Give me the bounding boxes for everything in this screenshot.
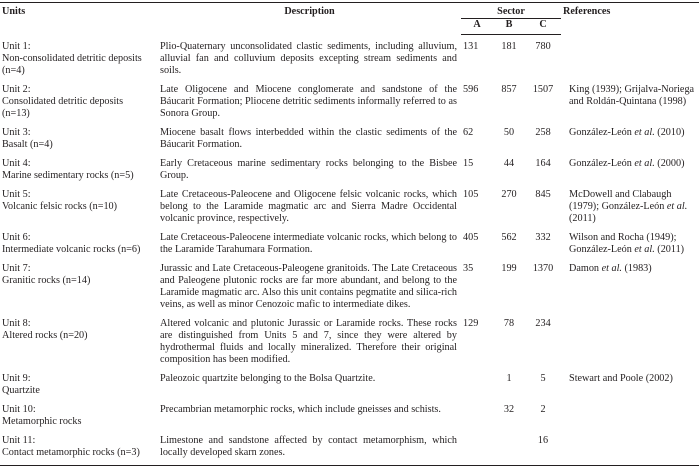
description-cell: Limestone and sandstone affected by contact metamorphism, which locally developed skarn zones. <box>158 434 461 466</box>
sector-b-value: 44 <box>503 157 515 169</box>
unit-count: (n=4) <box>2 64 25 76</box>
sector-c-value: 332 <box>535 231 551 243</box>
references-cell <box>561 317 699 372</box>
sector-c-value: 2 <box>540 403 546 415</box>
unit-title: Unit 1: <box>2 40 31 52</box>
description-cell: Miocene basalt flows interbedded within the clastic sediments of the Báucarit Formation. <box>160 126 457 150</box>
references-cell: King (1939); Grijalva-Noriega and Roldán-Quintana (1998) <box>569 83 695 107</box>
unit-name: Contact metamorphic rocks (n=3) <box>2 446 140 458</box>
sector-a-value: 62 <box>463 126 474 138</box>
unit-cell <box>0 157 158 188</box>
references-cell <box>561 434 699 466</box>
references-cell: Stewart and Poole (2002) <box>569 372 673 384</box>
table-row <box>0 231 699 262</box>
header-description: Description <box>158 3 461 35</box>
sector-c-value: 1507 <box>532 83 554 95</box>
table-row <box>0 35 699 83</box>
header-sector-a: A <box>461 19 493 35</box>
unit-title: Unit 2: <box>2 83 31 95</box>
sector-b-value: 857 <box>501 83 517 95</box>
unit-name: Consolidated detritic deposits <box>2 95 124 107</box>
unit-name: Volcanic felsic rocks (n=10) <box>2 200 118 212</box>
header-sector-b: B <box>493 19 525 35</box>
sector-c-value: 1370 <box>532 262 554 274</box>
unit-cell <box>0 403 158 434</box>
sector-a-value: 15 <box>463 157 474 169</box>
sector-a-value <box>461 403 493 434</box>
unit-cell <box>0 372 158 403</box>
sector-b-value: 50 <box>503 126 515 138</box>
sector-b-value: 562 <box>501 231 517 243</box>
unit-title: Unit 4: <box>2 157 31 169</box>
unit-cell <box>0 126 158 157</box>
unit-name: Marine sedimentary rocks (n=5) <box>2 169 134 181</box>
sector-b-value: 32 <box>503 403 515 415</box>
unit-title: Unit 11: <box>2 434 36 446</box>
description-cell: Plio-Quaternary unconsolidated clastic sediments, including alluvium, alluvial fan and colluvium deposits excepting stream sediments and soils. <box>160 40 457 76</box>
et-al-italic: et al. <box>634 126 655 138</box>
unit-count: (n=13) <box>2 107 30 119</box>
unit-name: Granitic rocks (n=14) <box>2 274 91 286</box>
header-units: Units <box>0 3 158 35</box>
description-cell: Precambrian metamorphic rocks, which include gneisses and schists. <box>160 403 441 415</box>
sector-b-value <box>493 434 525 466</box>
sector-c-value: 164 <box>535 157 551 169</box>
unit-cell <box>0 262 158 317</box>
sector-a-value: 131 <box>463 41 479 52</box>
sector-c-value: 16 <box>525 434 561 466</box>
sector-c-value: 258 <box>535 126 551 138</box>
references-cell <box>561 403 699 434</box>
references-cell: González-León et al. (2010) <box>569 126 685 138</box>
table-row <box>0 434 699 466</box>
unit-title: Unit 10: <box>2 403 36 415</box>
unit-title: Unit 6: <box>2 231 31 243</box>
description-cell: Paleozoic quartzite belonging to the Bolsa Quartzite. <box>160 372 376 384</box>
references-cell: McDowell and Clabaugh (1979); González-León et al. (2011) <box>569 188 688 224</box>
sector-a-value: 596 <box>463 83 479 95</box>
description-cell: Late Cretaceous-Paleocene and Oligocene felsic volcanic rocks, which belong to the Laramide magmatic arc and Sierra Madre Occidental volcanic province, respectively. <box>160 188 457 224</box>
header-references: References <box>561 3 699 35</box>
unit-title: Unit 8: <box>2 317 31 329</box>
table-row <box>0 157 699 188</box>
unit-title: Unit 9: <box>2 372 31 384</box>
description-cell: Late Oligocene and Miocene conglomerate and sandstone of the Báucarit Formation; Pliocene detritic sediments informally referred to as Sonora Group. <box>160 83 457 119</box>
table-body <box>0 35 699 466</box>
table-row <box>0 126 699 157</box>
unit-cell <box>0 35 158 83</box>
unit-name: Altered rocks (n=20) <box>2 329 88 341</box>
sector-a-value: 35 <box>463 262 474 274</box>
description-cell: Early Cretaceous marine sedimentary rocks belonging to the Bisbee Group. <box>160 157 457 181</box>
description-cell: Altered volcanic and plutonic Jurassic or Laramide rocks. These rocks are distinguished from Units 5 and 7, since they were altered by hydrothermal fluids and locally mineralized. Therefore their original composition has been modified. <box>160 317 457 365</box>
unit-title: Unit 5: <box>2 188 31 200</box>
unit-cell <box>0 434 158 466</box>
table-row <box>0 188 699 231</box>
unit-cell <box>0 317 158 372</box>
sector-c-value: 5 <box>540 372 546 384</box>
sector-a-value <box>461 372 493 403</box>
unit-cell <box>0 231 158 262</box>
unit-name: Basalt (n=4) <box>2 138 53 150</box>
sector-c-value: 234 <box>535 317 551 329</box>
references-cell: Wilson and Rocha (1949); González-León et al. (2011) <box>569 231 685 255</box>
references-cell <box>561 35 699 83</box>
references-cell: Damon et al. (1983) <box>569 262 652 274</box>
sector-a-value: 405 <box>463 231 479 243</box>
sector-b-value: 1 <box>506 372 512 384</box>
table-row <box>0 262 699 317</box>
sector-b-value: 78 <box>503 317 515 329</box>
et-al-italic: et al. <box>601 262 622 274</box>
et-al-italic: et al. <box>634 243 655 255</box>
table-row <box>0 372 699 403</box>
header-sector: Sector <box>461 3 561 19</box>
unit-title: Unit 3: <box>2 126 31 138</box>
sector-c-value: 780 <box>535 41 551 52</box>
unit-cell <box>0 83 158 126</box>
unit-name: Non-consolidated detritic deposits <box>2 52 142 64</box>
geologic-units-table <box>0 2 699 466</box>
table-row <box>0 403 699 434</box>
unit-name: Intermediate volcanic rocks (n=6) <box>2 243 141 255</box>
sector-b-value: 181 <box>501 41 517 52</box>
et-al-italic: et al. <box>666 200 688 212</box>
sector-a-value: 105 <box>463 188 479 200</box>
description-cell: Jurassic and Late Cretaceous-Paleogene granitoids. The Late Cretaceous and Paleogene plutonic rocks are far more abundant, and belong to the Laramide magmatic arc. Also this unit contains pegmatite and silica-rich veins, as well as minor Cenozoic mafic to intermediate dikes. <box>160 262 457 310</box>
header-row <box>0 3 699 19</box>
sector-b-value: 270 <box>501 188 517 200</box>
table-row <box>0 83 699 126</box>
et-al-italic: et al. <box>634 157 655 169</box>
sector-c-value: 845 <box>535 188 551 200</box>
unit-name: Quartzite <box>2 384 40 396</box>
sector-a-value <box>461 434 493 466</box>
sector-b-value: 199 <box>501 262 517 274</box>
references-cell: González-León et al. (2000) <box>569 157 685 169</box>
unit-name: Metamorphic rocks <box>2 415 82 427</box>
unit-title: Unit 7: <box>2 262 31 274</box>
unit-cell <box>0 188 158 231</box>
header-sector-c: C <box>525 19 561 35</box>
sector-a-value: 129 <box>463 317 479 329</box>
description-cell: Late Cretaceous-Paleocene intermediate volcanic rocks, which belong to the Laramide Tarahumara Formation. <box>160 231 457 255</box>
table-row <box>0 317 699 372</box>
